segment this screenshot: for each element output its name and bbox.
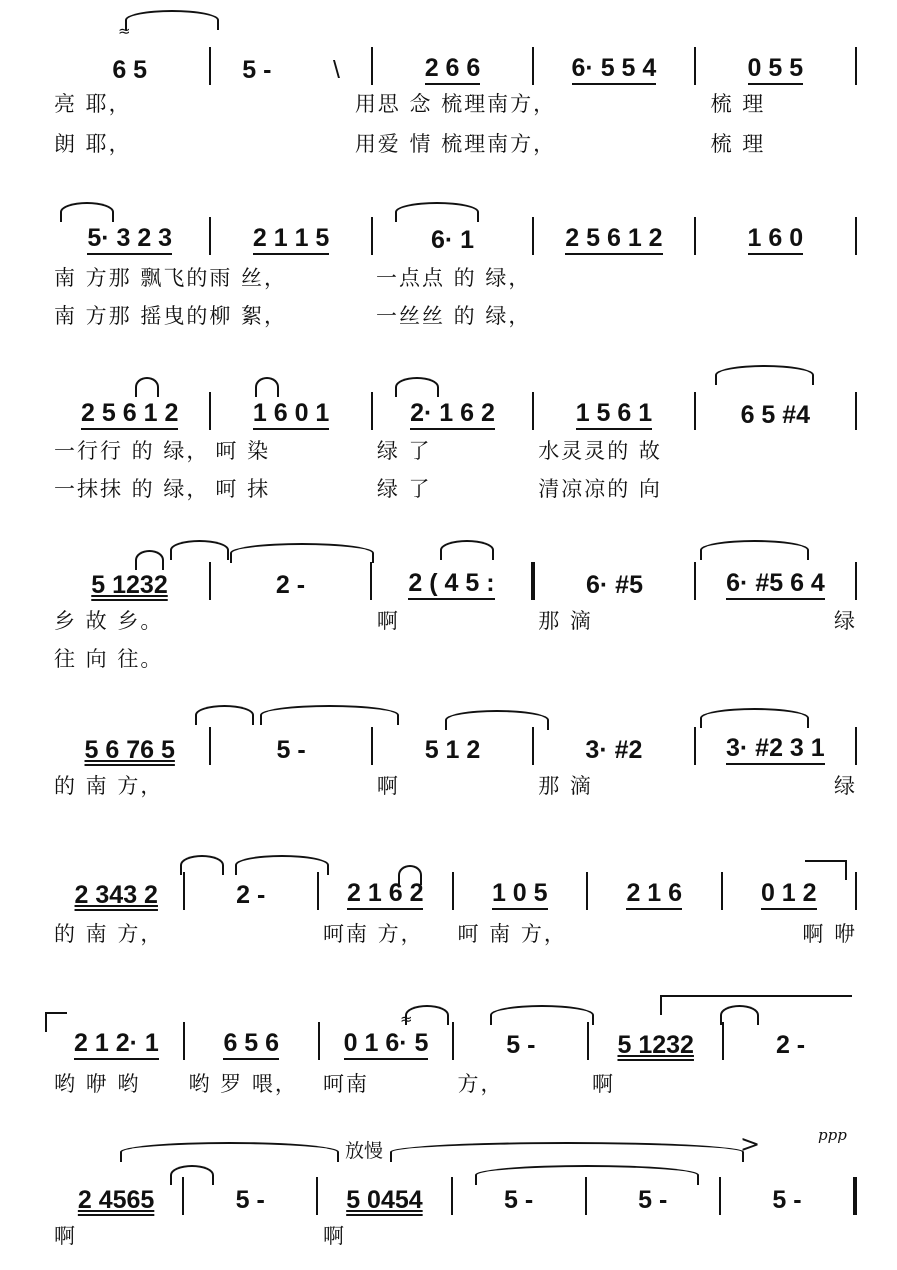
lyric-line: 一抹抹 的 绿， 呵 抹 绿 了 清凉凉的 向 <box>54 477 662 501</box>
notation-line <box>50 1020 857 1060</box>
notation-line <box>50 725 857 765</box>
lyric-line: 往 向 往。 <box>54 647 164 671</box>
measure: 5 0454 <box>346 1186 423 1214</box>
notation-line <box>50 215 857 255</box>
measure: 2 - <box>775 1031 806 1059</box>
mordent-mark: ≈ <box>118 22 131 40</box>
measure: 5 - <box>276 736 306 764</box>
measure: 5 - <box>772 1186 802 1214</box>
tie <box>170 540 229 560</box>
measure: 2 5 6 1 2 <box>50 390 209 430</box>
notation-line <box>50 560 857 600</box>
lyric-line: 一行行 的 绿， 呵 染 绿 了 水灵灵的 故 <box>54 439 662 463</box>
measure: 5 - \ <box>242 56 340 84</box>
measure: 5 6 76 5 <box>84 736 175 764</box>
measure: 0 5 5 <box>696 45 855 85</box>
barline <box>855 872 857 910</box>
measure: 2 343 2 <box>74 881 158 909</box>
mordent-mark: ≈ <box>400 1010 413 1028</box>
lyric-line: 的 南 方， 啊 那 滴 绿 <box>54 774 858 798</box>
tie <box>700 540 809 560</box>
measure: 2 1 6 2 <box>319 870 452 910</box>
measure: 5 1232 <box>91 571 168 599</box>
barline <box>855 727 857 765</box>
measure: 1 6 0 1 <box>211 390 370 430</box>
measure: 2 1 1 5 <box>211 215 370 255</box>
measure: 2 5 6 1 2 <box>534 215 693 255</box>
tie <box>715 365 814 385</box>
measure: 6· #5 6 4 <box>696 560 855 600</box>
dynamic-marking: ppp <box>818 1126 847 1144</box>
measure: 5 - <box>506 1031 536 1059</box>
lyric-line: 啊 啊 <box>54 1224 346 1248</box>
measure: 1 5 6 1 <box>534 390 693 430</box>
barline <box>855 392 857 430</box>
lyric-line: 亮 耶， 用思 念 梳理南方， 梳 理 <box>54 92 766 116</box>
measure: 6 5 <box>112 56 148 84</box>
lyric-line: 哟 咿 哟 哟 罗 喂， 呵南 方， 啊 <box>54 1072 615 1096</box>
decrescendo-mark: > <box>740 1130 761 1158</box>
measure: 5 - <box>638 1186 668 1214</box>
measure: 6· 5 5 4 <box>534 45 693 85</box>
notation-line <box>50 45 857 85</box>
notation-line <box>50 390 857 430</box>
final-barline <box>853 1177 857 1215</box>
measure: 2 6 6 <box>373 45 532 85</box>
tie <box>195 705 254 725</box>
measure: 3· #2 <box>585 736 643 764</box>
tie <box>440 540 494 560</box>
measure: 0 1 6· 5 <box>320 1020 453 1060</box>
notation-line <box>50 870 857 910</box>
measure: 2 4565 <box>77 1186 155 1214</box>
tie <box>260 705 399 725</box>
lyric-line: 朗 耶， 用爱 情 梳理南方， 梳 理 <box>54 132 766 156</box>
measure: 3· #2 3 1 <box>696 725 855 765</box>
tie <box>390 1142 744 1162</box>
tie <box>120 1142 339 1162</box>
measure: 5 1232 <box>617 1031 694 1059</box>
measure: 6 5 #4 <box>740 401 811 429</box>
tie <box>125 10 219 30</box>
tempo-marking: 放慢 <box>345 1140 384 1162</box>
lyric-line: 的 南 方， 呵南 方， 呵 南 方， 啊 咿 <box>54 922 857 946</box>
measure: 5 - <box>504 1186 534 1214</box>
lyric-line: 乡 故 乡。 啊 那 滴 绿 <box>54 609 858 633</box>
measure: 6· 1 <box>430 226 475 254</box>
lyric-line: 南 方那 摇曳的柳 絮， 一丝丝 的 绿， <box>54 304 532 328</box>
measure: 1 6 0 <box>696 215 855 255</box>
measure: 6 5 6 <box>185 1020 318 1060</box>
measure: 2· 1 6 2 <box>373 390 532 430</box>
measure: 2 - <box>275 571 306 599</box>
notation-line <box>50 1175 857 1215</box>
barline <box>855 217 857 255</box>
measure: 2 ( 4 5 : <box>372 560 531 600</box>
measure: 2 - <box>236 881 266 909</box>
measure: 0 1 2 <box>723 870 856 910</box>
lyric-line: 南 方那 飘飞的雨 丝， 一点点 的 绿， <box>54 266 532 290</box>
measure: 1 0 5 <box>454 870 587 910</box>
measure: 2 1 2· 1 <box>50 1020 183 1060</box>
measure: 5 - <box>235 1186 265 1214</box>
barline <box>855 562 857 600</box>
measure: 6· #5 <box>586 571 643 599</box>
barline <box>855 47 857 85</box>
measure: 5 1 2 <box>424 736 481 764</box>
measure: 2 1 6 <box>588 870 721 910</box>
measure: 5· 3 2 3 <box>50 215 209 255</box>
